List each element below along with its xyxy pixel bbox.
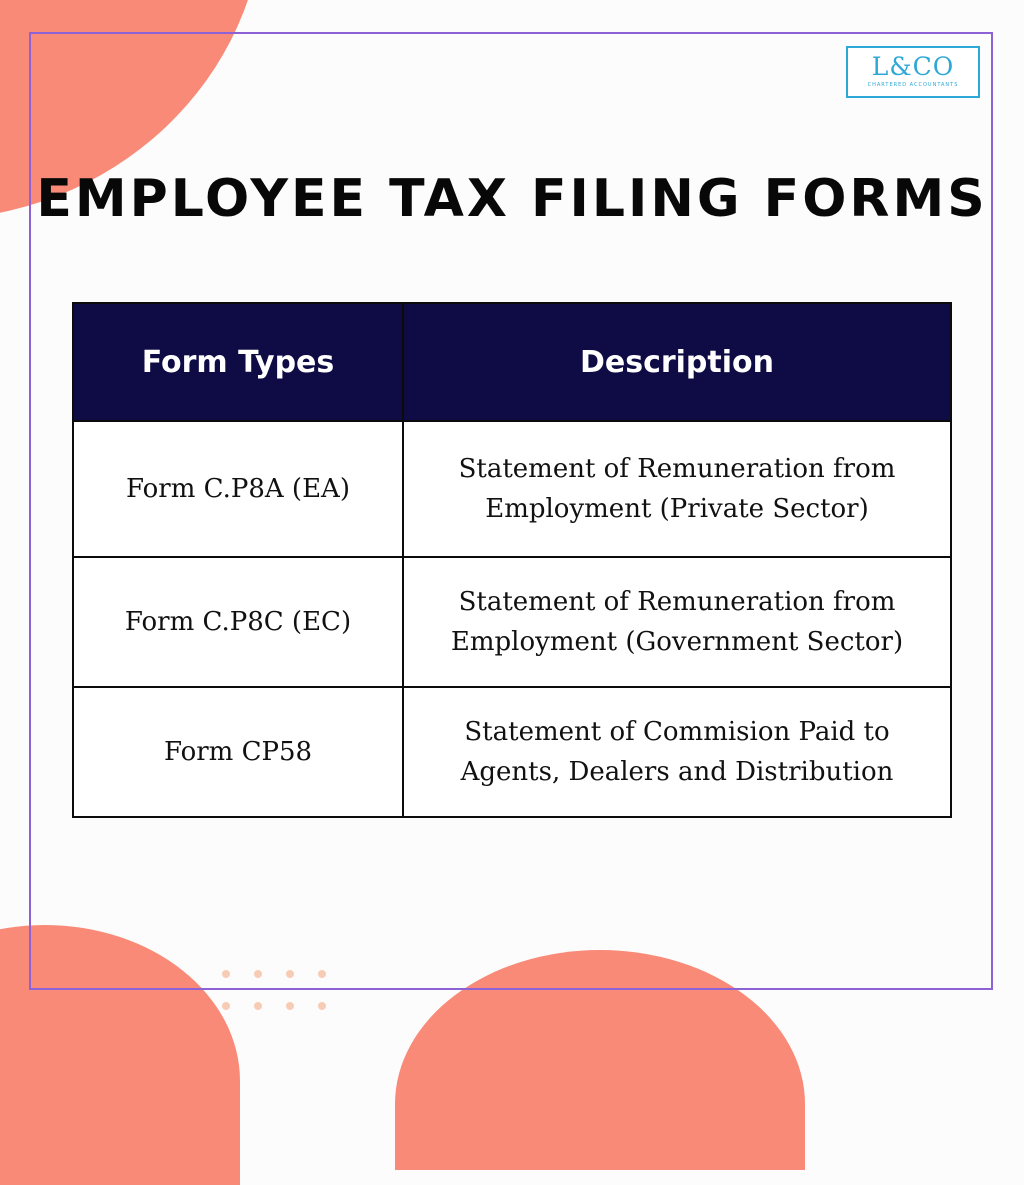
logo [846,46,980,98]
header-description: Description [403,303,951,421]
table-row [73,687,951,817]
decorative-dot [254,970,262,978]
form-type-cell: Form C.P8C (EC) [73,557,403,687]
description-line: Statement of Remuneration from [458,454,896,484]
decorative-dot [318,970,326,978]
description-cell [403,687,951,817]
logo-mark: L&CO [871,52,955,81]
decorative-dot [254,1002,262,1010]
description-cell [403,557,951,687]
decorative-dot-grid [222,970,332,1014]
description-line: Statement of Remuneration from [458,587,896,617]
form-type-cell: Form C.P8A (EA) [73,421,403,557]
page-title: EMPLOYEE TAX FILING FORMS [36,169,988,229]
logo-tagline: CHARTERED ACCOUNTANTS [867,82,959,88]
description-line: Employment (Government Sector) [450,627,904,657]
table-row [73,421,951,557]
description-line: Statement of Commision Paid to [464,717,890,747]
decorative-dot [222,1002,230,1010]
table-header-row [73,303,951,421]
decorative-dot [286,970,294,978]
description-line: Agents, Dealers and Distribution [460,757,894,787]
decorative-dot [318,1002,326,1010]
description-cell [403,421,951,557]
decorative-dot [286,1002,294,1010]
table-row [73,557,951,687]
form-type-cell: Form CP58 [73,687,403,817]
description-line: Employment (Private Sector) [485,494,869,524]
forms-table [72,302,952,818]
decorative-dot [222,970,230,978]
header-form-types: Form Types [73,303,403,421]
